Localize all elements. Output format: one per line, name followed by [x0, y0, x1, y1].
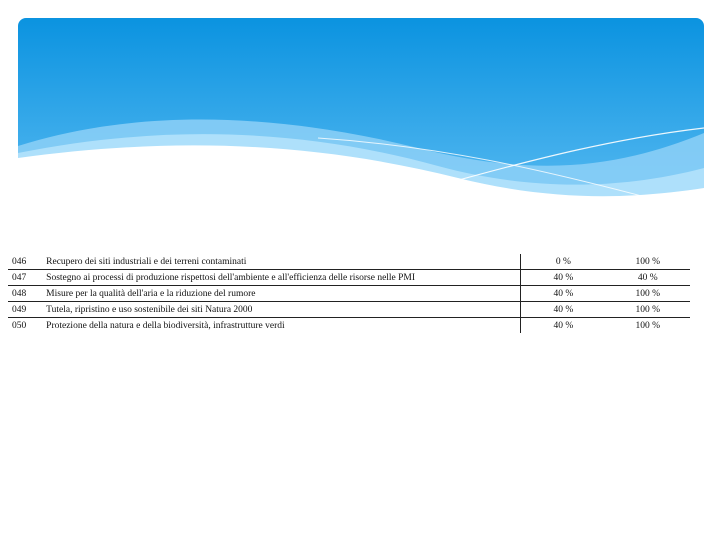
table-row: [8, 254, 690, 270]
header-banner: [18, 18, 704, 218]
wave-banner-graphic: [18, 18, 704, 218]
row-percentage-b: 100 %: [606, 254, 690, 270]
row-code: 047: [8, 270, 44, 286]
row-code: 046: [8, 254, 44, 270]
row-percentage-b: 100 %: [606, 302, 690, 318]
row-description: Recupero dei siti industriali e dei terreni contaminati: [44, 254, 521, 270]
row-percentage-b: 100 %: [606, 286, 690, 302]
row-code: 049: [8, 302, 44, 318]
row-percentage-a: 40 %: [521, 318, 606, 334]
intervention-table: [8, 254, 690, 333]
row-percentage-a: 40 %: [521, 302, 606, 318]
row-percentage-a: 0 %: [521, 254, 606, 270]
table-row: [8, 302, 690, 318]
row-percentage-a: 40 %: [521, 286, 606, 302]
row-percentage-a: 40 %: [521, 270, 606, 286]
row-percentage-b: 100 %: [635, 320, 661, 331]
row-description: Protezione della natura e della biodiversità, infrastrutture verdi: [46, 320, 285, 331]
row-percentage-b: 40 %: [606, 270, 690, 286]
table-row: [8, 286, 690, 302]
row-description: Misure per la qualità dell'aria e la riduzione del rumore: [44, 286, 521, 302]
row-description: Tutela, ripristino e uso sostenibile dei siti Natura 2000: [44, 302, 521, 318]
table-row: [8, 318, 690, 334]
row-code: 048: [8, 286, 44, 302]
row-description: Sostegno ai processi di produzione rispettosi dell'ambiente e all'efficienza delle risorse nelle PMI: [44, 270, 521, 286]
table-row: [8, 270, 690, 286]
row-code: 050: [12, 320, 27, 331]
